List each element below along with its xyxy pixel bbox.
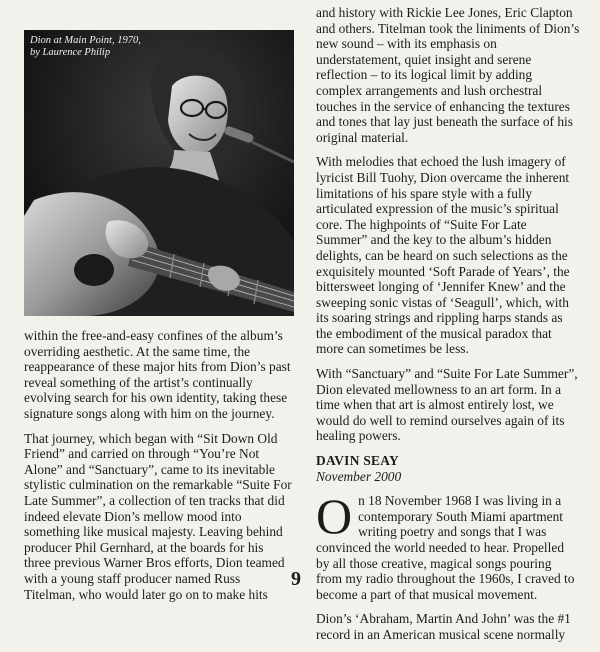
dropcap-letter: O [316, 488, 353, 545]
page-number: 9 [291, 568, 301, 590]
dropcap-paragraph [316, 488, 580, 602]
photo-caption [30, 35, 141, 59]
caption-line-2: by Laurence Philip [30, 47, 111, 58]
photo-dion-guitar [24, 30, 294, 316]
dropcap-paragraph-text: n 18 November 1968 I was living in a contemporary South Miami apartment writing poetry and songs that I was convinced the world needed to hear. Propelled by all those creative, magical songs pouring from my radio throughout the 1960s, I craved to become a part of that musical movement. [316, 493, 575, 602]
right-paragraph-2: With melodies that echoed the lush imagery of lyricist Bill Tuohy, Dion overcame the inherent limitations of his spare style with a fully articulated expression of the music’s spiritual core. The highpoints of “Suite For Late Summer” and the key to the album’s hidden delights, can be heard on such selections as the exquisitely mounted ‘Soft Parade of Years’, the bittersweet longing of ‘Jennifer Knew’ and the sweeping sonic vistas of ‘Seagull’, which, with its soaring strings and rippling harps stands as the embodiment of the musical paradox that more can sometimes be less. [316, 154, 570, 357]
right-column [316, 5, 580, 652]
right-paragraph-last: Dion’s ‘Abraham, Martin And John’ was the #1 record in an American musical scene normally [316, 611, 571, 642]
author-name: DAVIN SEAY [316, 453, 400, 469]
right-paragraph-3: With “Sanctuary” and “Suite For Late Summer”, Dion elevated mellowness to an art form. In a time when that art is almost entirely lost, we would do well to remind ourselves again of its healing powers. [316, 366, 578, 444]
right-paragraph-1: and history with Rickie Lee Jones, Eric Clapton and others. Titelman took the liniments of Dion’s new sound – with its emphasis on understatement, quiet insight and serene reflection – to its logical limit by adding complex arrangements and lush orchestral touches in the service of enhancing the textures and tones that lay just beneath the surface of his original material. [316, 5, 580, 145]
left-paragraph-2: That journey, which began with “Sit Down Old Friend” and carried on through “You’re Not Alone” and “Sanctuary”, came to its inevitable stylistic culmination on the remarkable “Suite For Late Summer”, a collection of ten tracks that did indeed elevate Dion’s mellow mood into something like musical majesty. Leaving behind producer Phil Gernhard, at the boards for his three previous Warner Bros efforts, Dion teamed with a young staff producer named Russ Titelman, who would later go on to make hits [24, 430, 292, 602]
left-column [24, 328, 292, 611]
left-paragraph-1: within the free-and-easy confines of the album’s overriding aesthetic. At the same time, the reappearance of these major hits from Dion’s past reveal something of the artist’s continually evolving search for his own identity, taking these signature songs along with him on the journey. [24, 328, 291, 421]
author-date: November 2000 [316, 468, 402, 484]
caption-line-1: Dion at Main Point, 1970, [30, 35, 141, 46]
photo-illustration [24, 30, 294, 316]
